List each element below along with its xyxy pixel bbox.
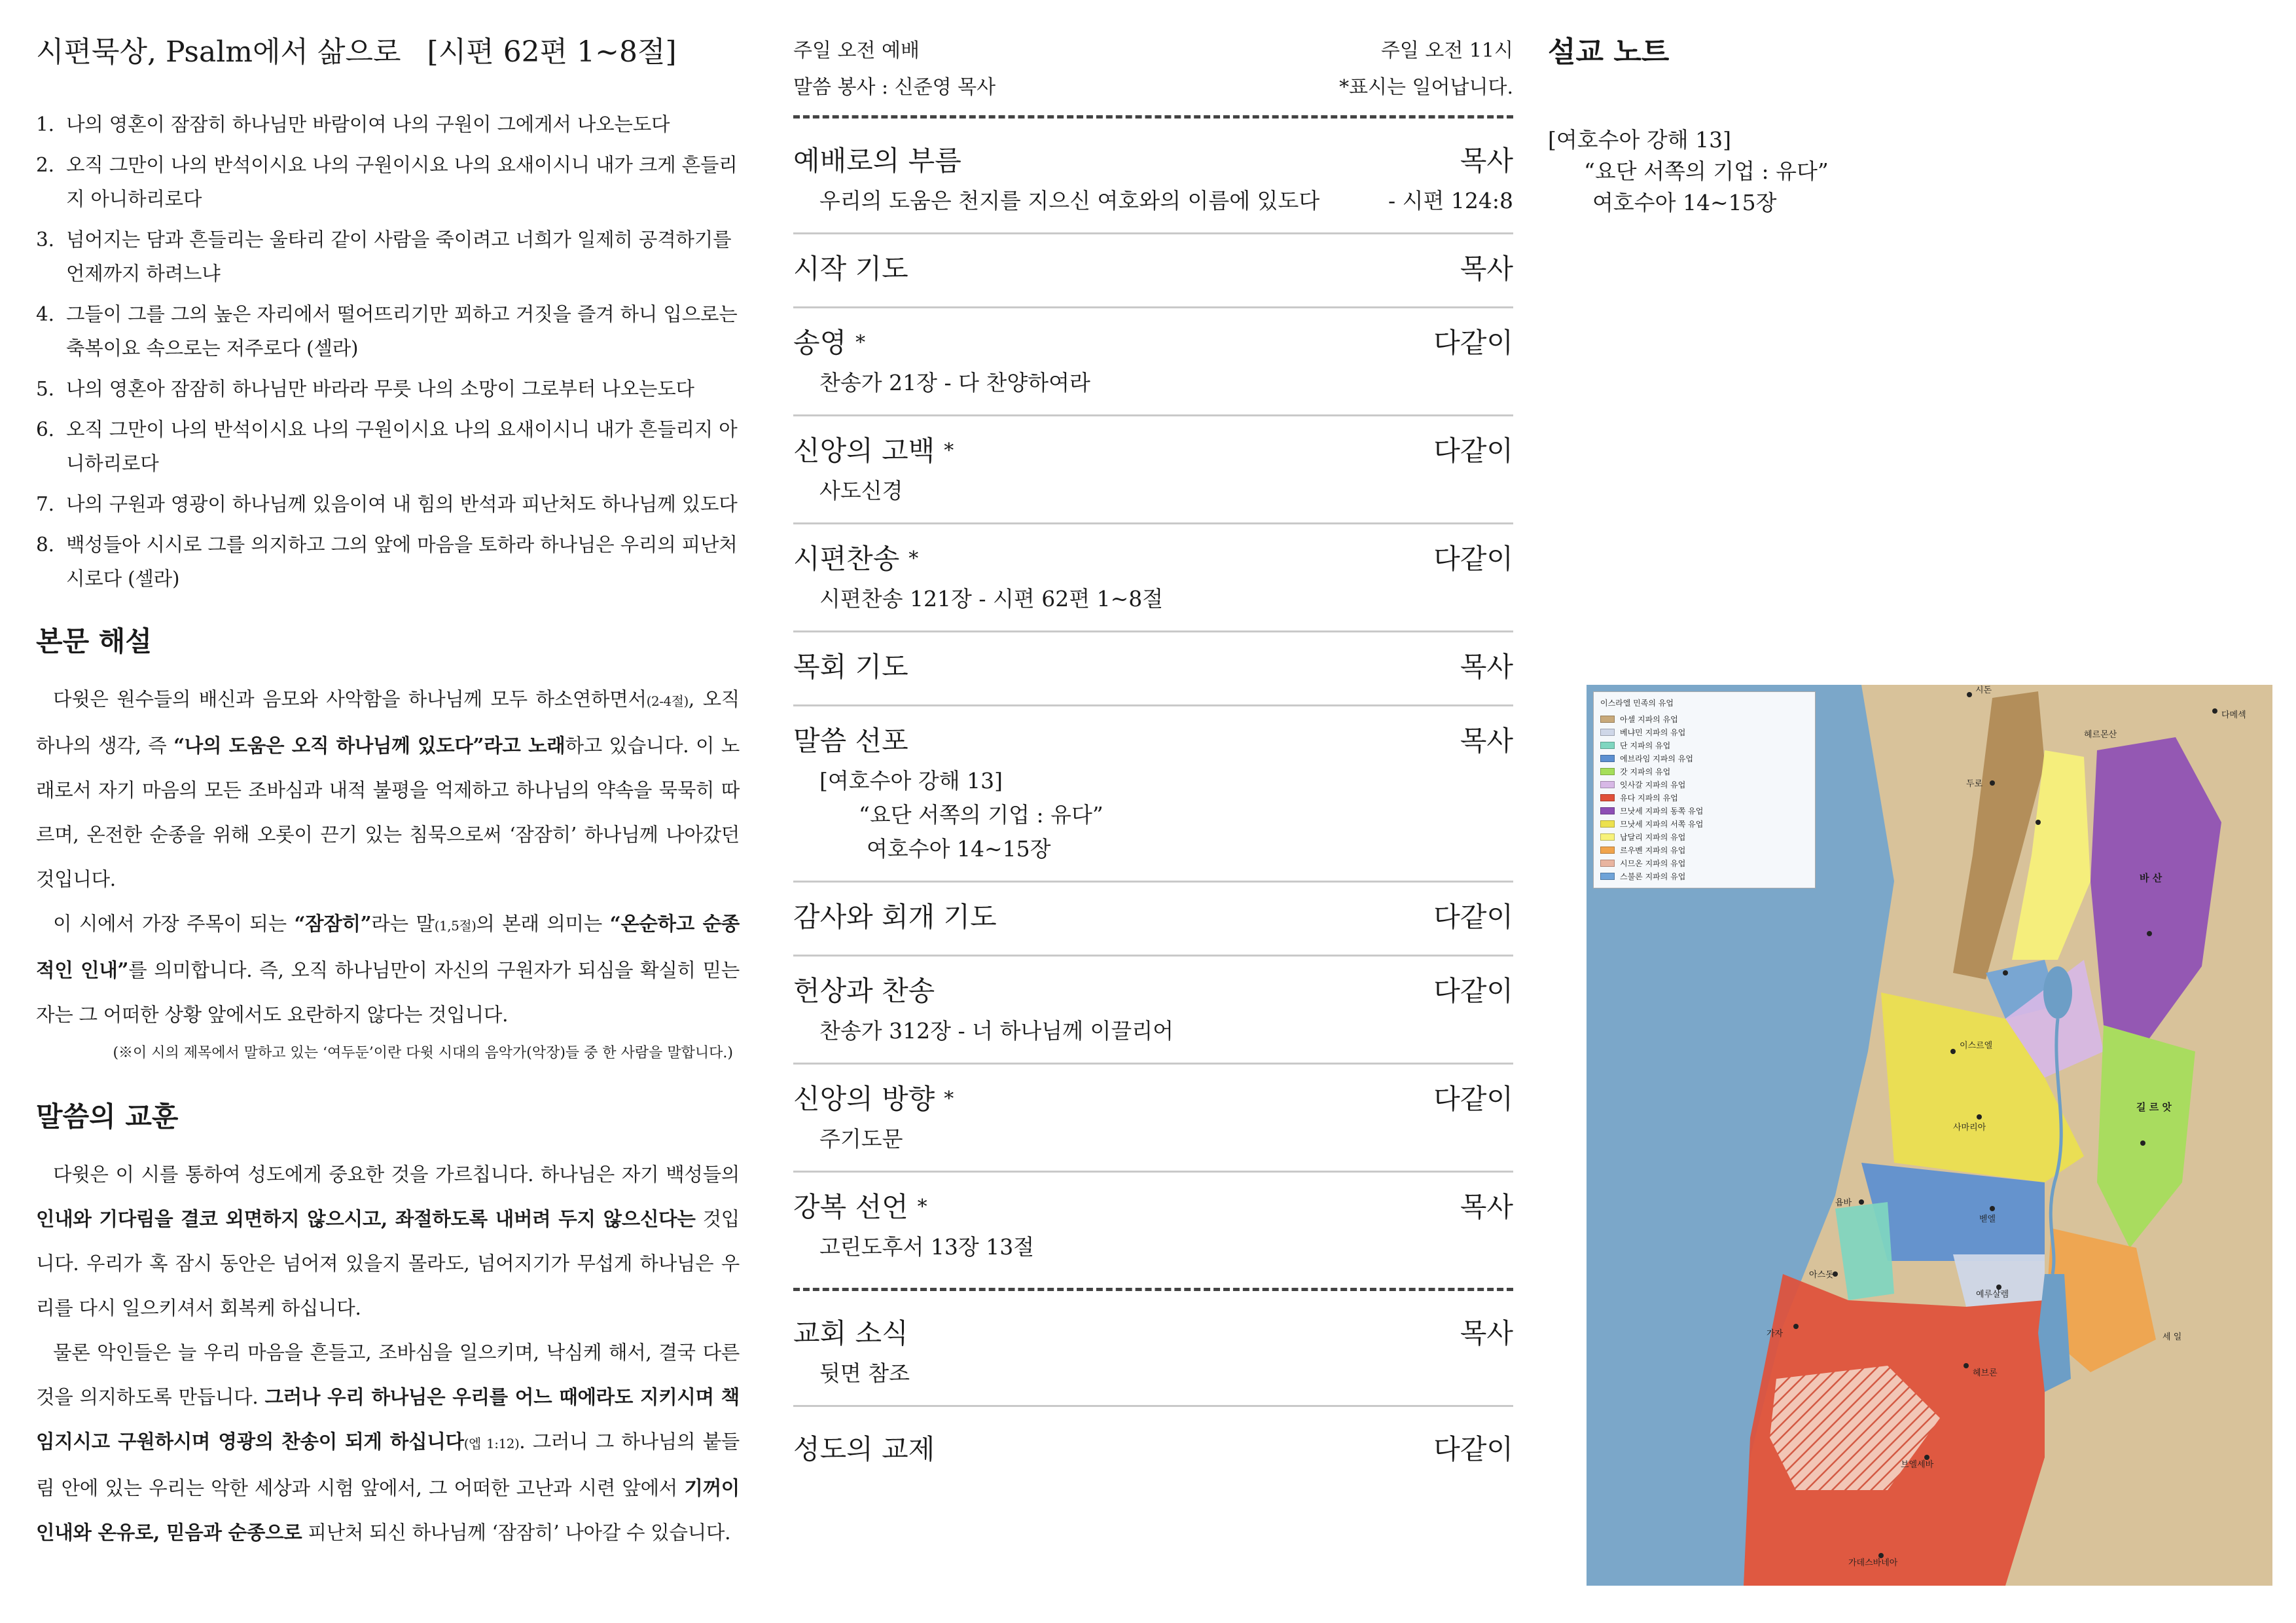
legend-row xyxy=(1600,869,1808,883)
item-role: 목사 xyxy=(1460,253,1513,285)
verse-item xyxy=(36,107,740,141)
legend-row xyxy=(1600,739,1808,752)
service-time: 주일 오전 11시 xyxy=(1380,39,1513,62)
service-item-call-to-worship xyxy=(793,126,1513,234)
legend-label: 납달리 지파의 유업 xyxy=(1620,832,1686,842)
verse-item xyxy=(36,372,740,406)
legend-swatch xyxy=(1600,781,1615,788)
item-title: 교회 소식 xyxy=(793,1317,908,1349)
legend-label: 시므온 지파의 유업 xyxy=(1620,858,1686,868)
explain-footnote: (※이 시의 제목에서 말하고 있는 ‘여두둔’이란 다윗 시대의 음악가(악장)들 중 한 사람을 말합니다.) xyxy=(113,1045,733,1061)
service-item-fellowship xyxy=(793,1407,1513,1487)
stand-marker: * xyxy=(908,547,919,570)
service-item-doxology xyxy=(793,308,1513,416)
item-detail: 찬송가 21장 - 다 찬양하여라 xyxy=(819,370,1090,395)
legend-row xyxy=(1600,817,1808,830)
label-ashdod: 아스돗 xyxy=(1809,1270,1834,1280)
verse-text: 오직 그만이 나의 반석이시요 나의 구원이시요 나의 요새이시니 내가 흔들리지 아니하리로다 xyxy=(66,418,738,475)
label-tyre: 두로 xyxy=(1966,779,1983,789)
verse-text: 나의 구원과 영광이 하나님께 있음이여 내 힘의 반석과 피난처도 하나님께 있도다 xyxy=(66,493,738,515)
legend-label: 아셀 지파의 유업 xyxy=(1620,714,1678,724)
sermon-reference xyxy=(793,764,1513,866)
label-bethel: 벧엘 xyxy=(1979,1214,1996,1224)
emphasis: “나의 도움은 오직 하나님께 있도다”라고 노래 xyxy=(173,734,565,757)
label-hebron: 헤브론 xyxy=(1973,1368,1998,1378)
emphasis: “온순하고 순종적인 인내” xyxy=(36,912,740,981)
explain-paragraph-1: 다윗은 원수들의 배신과 음모와 사악함을 하나님께 모두 하소연하면서(2-4절), 오직 하나의 생각, 즉 “나의 도움은 오직 하나님께 있도다”라고 노래하고 있습니다. 이 노래로서 자기 마음의 모든 조바심과 내적 불평을 억제하고 하나님의 약속을 묵묵히 따르며, 온전한 순종을 위해 오롯이 끈기 있는 침묵으로써 ‘잠잠히’ 하나님께 나아갔던 것입니다. xyxy=(36,688,740,890)
label-sidon: 시돈 xyxy=(1975,685,1992,695)
verse-item xyxy=(36,528,740,596)
legend-row xyxy=(1600,725,1808,739)
item-title: 감사와 회개 기도 xyxy=(793,901,997,933)
map-legend xyxy=(1593,691,1816,888)
verse-number: 3. xyxy=(36,228,54,251)
service-header-left xyxy=(793,33,996,106)
notes-series: [여호수아 강해 13] xyxy=(1548,127,1731,153)
legend-swatch xyxy=(1600,873,1615,880)
verse-item xyxy=(36,487,740,521)
verse-number: 7. xyxy=(36,493,54,515)
legend-row xyxy=(1600,830,1808,843)
verse-list xyxy=(36,107,740,596)
legend-label: 베냐민 지파의 유업 xyxy=(1620,727,1686,737)
legend-swatch xyxy=(1600,755,1615,762)
item-title: 성도의 교제 xyxy=(793,1433,935,1465)
item-detail: 찬송가 312장 - 너 하나님께 이끌리어 xyxy=(819,1018,1174,1044)
item-role: 다같이 xyxy=(1433,435,1513,467)
legend-row xyxy=(1600,804,1808,817)
item-role: 목사 xyxy=(1460,145,1513,177)
service-item-announcements xyxy=(793,1299,1513,1407)
legend-row xyxy=(1600,765,1808,778)
service-item-offering xyxy=(793,957,1513,1065)
verse-number: 5. xyxy=(36,378,54,400)
legend-label: 단 지파의 유업 xyxy=(1620,740,1671,750)
legend-row xyxy=(1600,856,1808,869)
item-title: 신앙의 방향 xyxy=(793,1083,935,1115)
emphasis: “잠잠히” xyxy=(294,912,372,935)
legend-swatch xyxy=(1600,742,1615,749)
legend-title: 이스라엘 민족의 유업 xyxy=(1600,699,1674,708)
verse-item xyxy=(36,297,740,365)
psalm-reference: [시편 62편 1~8절] xyxy=(427,35,677,69)
item-detail: 우리의 도움은 천지를 지으신 여호와의 이름에 있도다 xyxy=(819,188,1320,213)
order-of-service xyxy=(793,33,1513,1487)
sermon-title: “요단 서쪽의 기업 : 유다” xyxy=(859,802,1103,828)
item-role: 목사 xyxy=(1460,1317,1513,1349)
explain-heading: 본문 해설 xyxy=(36,625,152,657)
item-title: 예배로의 부름 xyxy=(793,145,961,177)
label-kadesh-barnea: 가데스바네아 xyxy=(1848,1558,1898,1568)
item-title: 시작 기도 xyxy=(793,253,908,285)
sermon-series: [여호수아 강해 13] xyxy=(819,768,1003,793)
item-role: 목사 xyxy=(1460,1191,1513,1223)
label-seir: 세 일 xyxy=(2162,1332,2182,1342)
item-title: 목회 기도 xyxy=(793,651,908,683)
notes-passage: 여호수아 14~15장 xyxy=(1592,190,1777,215)
lesson-paragraph-1: 다윗은 이 시를 통하여 성도에게 중요한 것을 가르칩니다. 하나님은 자기 백성들의 인내와 기다림을 결코 외면하지 않으시고, 좌절하도록 내버려 두지 않으신다는 것입니다. 우리가 혹 잠시 동안은 넘어져 있을지 몰라도, 넘어지기가 무섭게 하나님은 우리를 다시 일으키셔서 회복케 하십니다. xyxy=(36,1163,740,1319)
notes-reference xyxy=(1548,124,2268,219)
legend-label: 스불론 지파의 유업 xyxy=(1620,871,1686,881)
label-jerusalem: 예루살렘 xyxy=(1976,1290,2009,1300)
verse-number: 8. xyxy=(36,534,54,556)
verse-text: 넘어지는 담과 흔들리는 울타리 같이 사람을 죽이려고 너희가 일제히 공격하기를 언제까지 하려느냐 xyxy=(66,228,732,285)
item-detail: 시편찬송 121장 - 시편 62편 1~8절 xyxy=(819,586,1164,611)
service-item-pastoral-prayer xyxy=(793,632,1513,706)
legend-label: 므낫세 지파의 서쪽 유업 xyxy=(1620,819,1704,829)
verse-ref: (2-4절) xyxy=(646,693,689,709)
sermon-notes xyxy=(1548,26,2268,219)
sermon-passage: 여호수아 14~15장 xyxy=(867,836,1051,862)
item-role: 다같이 xyxy=(1433,327,1513,359)
sea-of-galilee xyxy=(2043,966,2072,1019)
legend-swatch xyxy=(1600,729,1615,736)
item-role: 다같이 xyxy=(1433,543,1513,575)
notes-sermon-title: “요단 서쪽의 기업 : 유다” xyxy=(1584,158,1829,184)
verse-number: 2. xyxy=(36,154,54,176)
legend-row xyxy=(1600,712,1808,725)
meditation-title-text: 시편묵상, Psalm에서 삶으로 xyxy=(36,35,401,69)
verse-number: 6. xyxy=(36,418,54,441)
verse-item xyxy=(36,223,740,291)
item-role: 다같이 xyxy=(1433,1433,1513,1465)
verse-item xyxy=(36,148,740,216)
item-role: 목사 xyxy=(1460,651,1513,683)
meditation-column xyxy=(36,26,740,1555)
service-item-opening-prayer xyxy=(793,234,1513,308)
legend-row xyxy=(1600,752,1808,765)
emphasis: 인내와 기다림을 결코 외면하지 않으시고, 좌절하도록 내버려 두지 않으신다는 xyxy=(36,1207,696,1230)
legend-label: 잇사갈 지파의 유업 xyxy=(1620,780,1686,790)
emphasis: 기꺼이 인내와 온유로, 믿음과 순종으로 xyxy=(36,1476,740,1544)
legend-label: 르우벤 지파의 유업 xyxy=(1620,845,1686,855)
verse-text: 오직 그만이 나의 반석이시요 나의 구원이시요 나의 요새이시니 내가 크게 흔들리지 아니하리로다 xyxy=(66,154,738,210)
stand-marker: * xyxy=(855,331,866,354)
service-header xyxy=(793,33,1513,106)
legend-swatch xyxy=(1600,716,1615,723)
service-item-psalm-hymn xyxy=(793,524,1513,632)
item-role: 다같이 xyxy=(1433,1083,1513,1115)
verse-text: 나의 영혼이 잠잠히 하나님만 바람이여 나의 구원이 그에게서 나오는도다 xyxy=(66,113,670,136)
item-role: 다같이 xyxy=(1433,975,1513,1007)
item-title: 말씀 선포 xyxy=(793,725,908,757)
item-title: 송영 xyxy=(793,327,847,359)
item-detail: 주기도문 xyxy=(819,1126,903,1152)
service-header-right xyxy=(1339,33,1513,106)
verse-text: 나의 영혼아 잠잠히 하나님만 바라라 무릇 나의 소망이 그로부터 나오는도다 xyxy=(66,378,694,400)
verse-item xyxy=(36,412,740,481)
stand-marker: * xyxy=(944,1087,954,1110)
emphasis: 그러나 우리 하나님은 우리를 어느 때에라도 지키시며 책임지시고 구원하시며 영광의 찬송이 되게 하십니다 xyxy=(36,1385,740,1453)
item-title: 신앙의 고백 xyxy=(793,435,935,467)
legend-label: 갓 지파의 유업 xyxy=(1620,767,1671,776)
legend-label: 에브라임 지파의 유업 xyxy=(1620,754,1693,763)
service-item-thanks-prayer xyxy=(793,883,1513,957)
legend-swatch xyxy=(1600,860,1615,867)
dashed-divider xyxy=(793,1288,1513,1291)
service-item-confession xyxy=(793,416,1513,524)
item-role: 다같이 xyxy=(1433,901,1513,933)
label-gilead: 길 르 앗 xyxy=(2136,1101,2172,1113)
item-title: 헌상과 찬송 xyxy=(793,975,935,1007)
legend-swatch xyxy=(1600,768,1615,775)
tribal-allotment-map xyxy=(1587,685,2272,1586)
label-beersheba: 브엘세바 xyxy=(1901,1460,1934,1470)
verse-ref: (1,5절) xyxy=(434,918,476,934)
notes-title: 설교 노트 xyxy=(1548,35,1670,69)
legend-swatch xyxy=(1600,794,1615,801)
legend-row xyxy=(1600,791,1808,804)
label-mt-hermon: 헤르몬산 xyxy=(2084,730,2117,740)
stand-marker: * xyxy=(917,1195,927,1218)
meditation-title xyxy=(36,26,740,79)
lesson-paragraph-2: 물론 악인들은 늘 우리 마음을 흔들고, 조바심을 일으키며, 낙심케 해서, 결국 다른 것을 의지하도록 만듭니다. 그러나 우리 하나님은 우리를 어느 때에라도 지키시며 책임지시고 구원하시며 영광의 찬송이 되게 하십니다(엡 1:12). 그러니 그 하나님의 붙들림 안에 있는 우리는 악한 세상과 시험 앞에서, 그 어떠한 고난과 시련 앞에서 기꺼이 인내와 온유로, 믿음과 순종으로 피난처 되신 하나님께 ‘잠잠히’ 나아갈 수 있습니다. xyxy=(36,1341,740,1544)
label-gaza: 가자 xyxy=(1767,1329,1784,1339)
dashed-divider xyxy=(793,115,1513,119)
verse-text: 백성들아 시시로 그를 의지하고 그의 앞에 마음을 토하라 하나님은 우리의 피난처시로다 (셀라) xyxy=(66,534,738,590)
preacher: 말씀 봉사 : 신준영 목사 xyxy=(793,76,996,99)
explain-paragraph-2: 이 시에서 가장 주목이 되는 “잠잠히”라는 말(1,5절)의 본래 의미는 “온순하고 순종적인 인내”를 의미합니다. 즉, 오직 하나님만이 자신의 구원자가 되심을 확실히 믿는 자는 그 어떠한 상황 앞에서도 요란하지 않다는 것입니다. xyxy=(36,912,740,1026)
item-role: 목사 xyxy=(1460,725,1513,757)
legend-row xyxy=(1600,778,1808,791)
label-joppa: 욥바 xyxy=(1835,1198,1852,1208)
item-title: 시편찬송 xyxy=(793,543,900,575)
item-detail: 사도신경 xyxy=(819,478,903,503)
service-item-sermon xyxy=(793,706,1513,883)
legend-swatch xyxy=(1600,820,1615,828)
legend-swatch xyxy=(1600,807,1615,814)
service-name: 주일 오전 예배 xyxy=(793,39,920,62)
verse-text: 그들이 그를 그의 높은 자리에서 떨어뜨리기만 꾀하고 거짓을 즐겨 하니 입으로는 축복이요 속으로는 저주로다 (셀라) xyxy=(66,303,738,359)
verse-ref: (엡 1:12) xyxy=(463,1436,520,1451)
item-detail: 고린도후서 13장 13절 xyxy=(819,1234,1035,1260)
label-jezreel: 이스르엘 xyxy=(1960,1041,1993,1051)
legend-swatch xyxy=(1600,847,1615,854)
label-damascus: 다메섹 xyxy=(2221,710,2246,720)
item-detail: 뒷면 참조 xyxy=(819,1360,910,1386)
legend-label: 유다 지파의 유업 xyxy=(1620,793,1678,803)
standing-note: *표시는 일어납니다. xyxy=(1339,76,1513,99)
legend-row xyxy=(1600,843,1808,856)
item-detail-ref: - 시편 124:8 xyxy=(1388,188,1513,213)
stand-marker: * xyxy=(944,439,954,462)
lesson-heading: 말씀의 교훈 xyxy=(36,1101,179,1133)
verse-number: 4. xyxy=(36,303,54,325)
item-title: 강복 선언 xyxy=(793,1191,908,1223)
label-bashan: 바 산 xyxy=(2140,872,2162,884)
legend-swatch xyxy=(1600,833,1615,841)
service-item-benediction xyxy=(793,1173,1513,1279)
legend-label: 므낫세 지파의 동쪽 유업 xyxy=(1620,806,1704,816)
verse-number: 1. xyxy=(36,113,54,136)
service-item-lords-prayer xyxy=(793,1065,1513,1173)
label-samaria: 사마리아 xyxy=(1953,1123,1986,1133)
